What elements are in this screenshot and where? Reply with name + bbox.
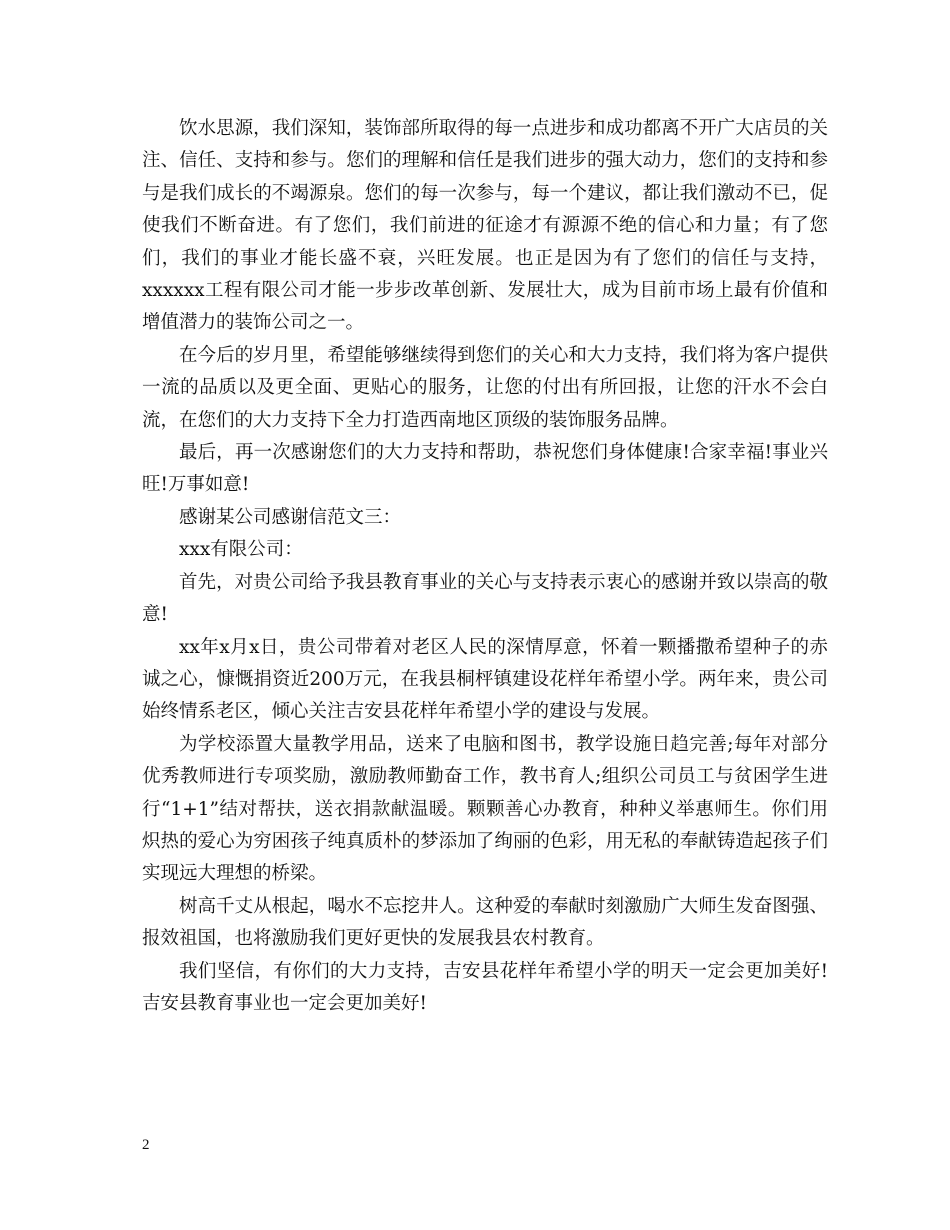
letter-salutation: xxx有限公司：	[179, 539, 303, 561]
paragraph-closing-wishes: 最后，再一次感谢您们的大力支持和帮助，恭祝您们身体健康!合家幸福!事业兴旺!万事如意!	[142, 442, 828, 496]
paragraph-conclusion: 我们坚信，有你们的大力支持，吉安县花样年希望小学的明天一定会更加美好!吉安县教育事业也一定会更加美好!	[142, 960, 828, 1014]
paragraph-future: 在今后的岁月里，希望能够继续得到您们的关心和大力支持，我们将为客户提供一流的品质以及更全面、更贴心的服务，让您的付出有所回报，让您的汗水不会白流，在您们的大力支持下全力打造西南地区顶级的装饰服务品牌。	[142, 344, 828, 431]
section-heading-sample-three: 感谢某公司感谢信范文三：	[179, 506, 402, 528]
document-body	[142, 113, 828, 1020]
paragraph-opening-thanks: 首先，对贵公司给予我县教育事业的关心与支持表示衷心的感谢并致以崇高的敬意!	[142, 571, 828, 626]
paragraph-gratitude: 饮水思源，我们深知，装饰部所取得的每一点进步和成功都离不开广大店员的关注、信任、支持和参与。您们的理解和信任是我们进步的强大动力，您们的支持和参与是我们成长的不竭源泉。您们的每一次参与，每一个建议，都让我们激动不已，促使我们不断奋进。有了您们，我们前进的征途才有源源不绝的信心和力量；有了您们，我们的事业才能长盛不衰，兴旺发展。也正是因为有了您们的信任与支持，xxxxxx工程有限公司才能一步步改革创新、发展壮大，成为目前市场上最有价值和增值潜力的装饰公司之一。	[142, 118, 828, 334]
page-number: 2	[142, 1137, 150, 1153]
paragraph-support-details: 为学校添置大量教学用品，送来了电脑和图书，教学设施日趋完善;每年对部分优秀教师进行专项奖励，激励教师勤奋工作，教书育人;组织公司员工与贫困学生进行“1+1”结对帮扶，送衣捐款献温暖。颗颗善心办教育，种种义举惠师生。你们用炽热的爱心为穷困孩子纯真质朴的梦添加了绚丽的色彩，用无私的奉献铸造起孩子们实现远大理想的桥梁。	[142, 733, 828, 885]
paragraph-donation: xx年x月x日，贵公司带着对老区人民的深情厚意，怀着一颗播撒希望种子的赤诚之心，慷慨捐资近200万元，在我县桐枰镇建设花样年希望小学。两年来，贵公司始终情系老区，倾心关注吉安县花样年希望小学的建设与发展。	[142, 636, 828, 723]
paragraph-inspiration: 树高千丈从根起，喝水不忘挖井人。这种爱的奉献时刻激励广大师生发奋图强、报效祖国，也将激励我们更好更快的发展我县农村教育。	[142, 895, 828, 950]
